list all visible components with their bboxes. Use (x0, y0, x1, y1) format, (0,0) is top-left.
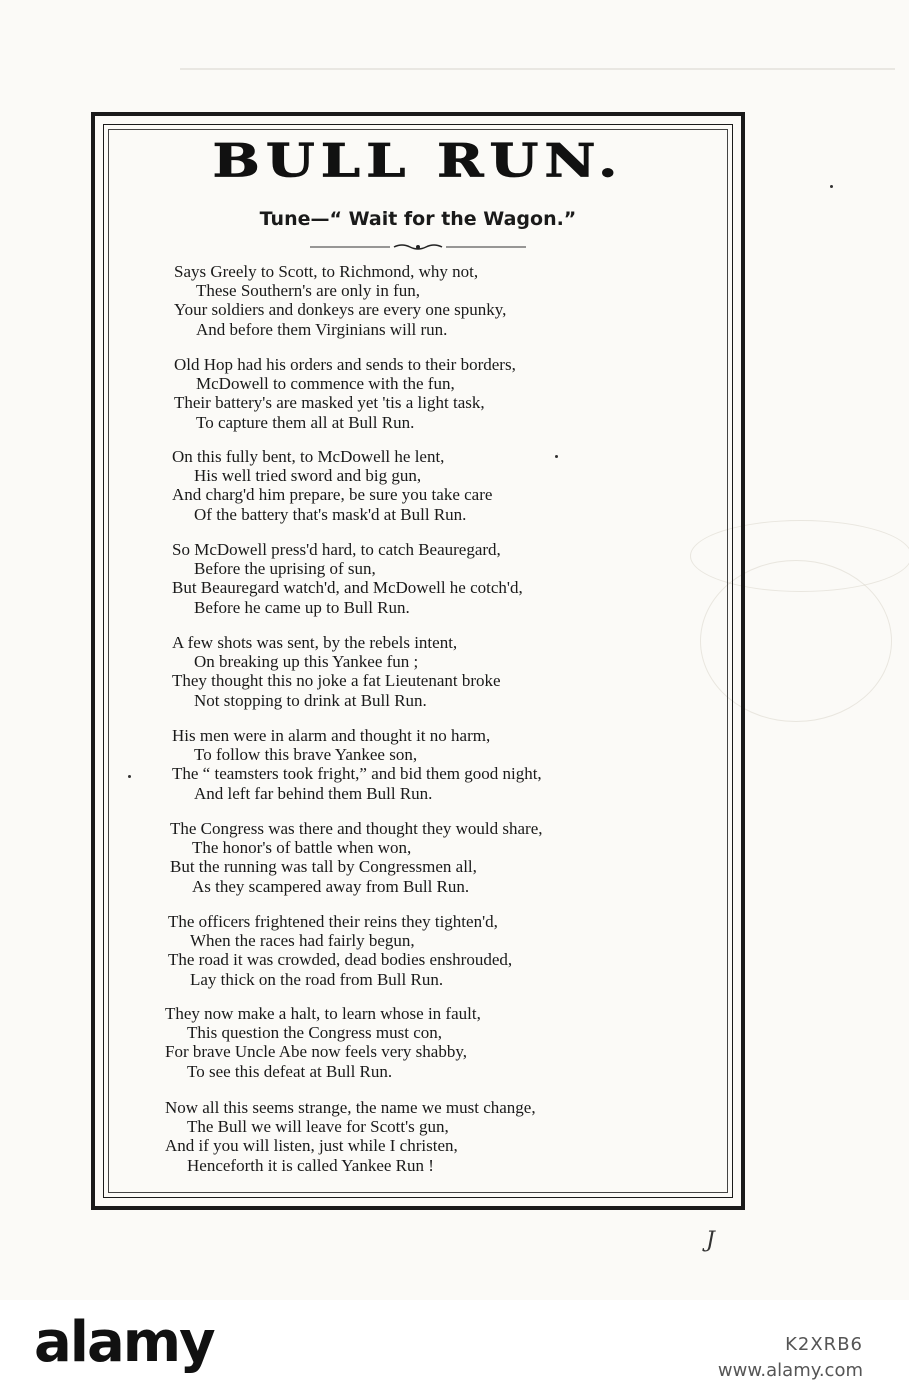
verse-line: The officers frightened their reins they tighten'd, (168, 912, 498, 931)
verse-line: They thought this no joke a fat Lieutenant broke (172, 671, 501, 691)
verse-line: This question the Congress must con, (187, 1023, 442, 1043)
stanza (174, 262, 714, 339)
verse-line: Before he came up to Bull Run. (194, 597, 410, 617)
verse-line: Henceforth it is called Yankee Run ! (187, 1155, 434, 1175)
verse-line: On breaking up this Yankee fun ; (194, 652, 419, 672)
speck (830, 185, 833, 188)
verse-line: Old Hop had his orders and sends to their borders, (174, 355, 516, 374)
verse-line: For brave Uncle Abe now feels very shabby, (165, 1042, 467, 1062)
verse-line: His men were in alarm and thought it no harm, (172, 726, 491, 745)
verse-line: A few shots was sent, by the rebels intent, (172, 633, 458, 652)
stanza (170, 819, 710, 896)
watermark-url: www.alamy.com (717, 1360, 863, 1381)
verse-line: And left far behind them Bull Run. (194, 783, 433, 803)
image-id: K2XRB6 (785, 1334, 863, 1355)
corner-mark: J (706, 1228, 715, 1253)
verse-line: To see this defeat at Bull Run. (187, 1061, 393, 1081)
stanza (168, 912, 708, 989)
verse-line: Says Greely to Scott, to Richmond, why not, (174, 262, 479, 281)
verse-line: Now all this seems strange, the name we must change, (165, 1098, 536, 1117)
verse-line: To follow this brave Yankee son, (194, 745, 418, 765)
verse-line: The Congress was there and thought they would share, (170, 819, 543, 838)
verse-line: The honor's of battle when won, (192, 838, 412, 858)
verse-line: The Bull we will leave for Scott's gun, (187, 1117, 449, 1137)
stanza (165, 1004, 705, 1081)
stanza (174, 355, 714, 432)
verse-line: When the races had fairly begun, (190, 931, 415, 951)
stanza (172, 726, 712, 803)
verse-line: So McDowell press'd hard, to catch Beauregard, (172, 540, 501, 559)
verse-line: Of the battery that's mask'd at Bull Run. (194, 504, 467, 524)
verse-line: And if you will listen, just while I christen, (165, 1136, 458, 1156)
verse-line: Before the uprising of sun, (194, 559, 376, 579)
verse-line: Their battery's are masked yet 'tis a light task, (174, 393, 485, 413)
stanza (165, 1098, 705, 1175)
stanza (172, 540, 712, 617)
verse-line: On this fully bent, to McDowell he lent, (172, 447, 445, 466)
verse-line: The “ teamsters took fright,” and bid them good night, (172, 764, 542, 784)
ornament-rule (310, 243, 526, 251)
verse-line: The road it was crowded, dead bodies enshrouded, (168, 950, 513, 970)
title-area (91, 0, 745, 220)
verse-line: McDowell to commence with the fun, (196, 374, 455, 394)
verse-line: But Beauregard watch'd, and McDowell he cotch'd, (172, 578, 523, 598)
verse-line: Your soldiers and donkeys are every one spunky, (174, 300, 507, 320)
alamy-logo: alamy (34, 1310, 214, 1375)
verse-line: And charg'd him prepare, be sure you take care (172, 485, 493, 505)
verse-line: They now make a halt, to learn whose in fault, (165, 1004, 481, 1023)
verse-line: To capture them all at Bull Run. (196, 412, 415, 432)
verse-line: But the running was tall by Congressmen all, (170, 857, 477, 877)
broadside-title: BULL RUN. (212, 133, 624, 189)
verse-line: Lay thick on the road from Bull Run. (190, 969, 444, 989)
tune-line: Tune—“ Wait for the Wagon.” (259, 208, 577, 230)
stanza (172, 447, 712, 524)
verse-line: Not stopping to drink at Bull Run. (194, 690, 427, 710)
verse-line: His well tried sword and big gun, (194, 466, 422, 486)
stanza (172, 633, 712, 710)
verse-line: These Southern's are only in fun, (196, 281, 421, 301)
verse-line: As they scampered away from Bull Run. (192, 876, 470, 896)
verse-line: And before them Virginians will run. (196, 319, 448, 339)
